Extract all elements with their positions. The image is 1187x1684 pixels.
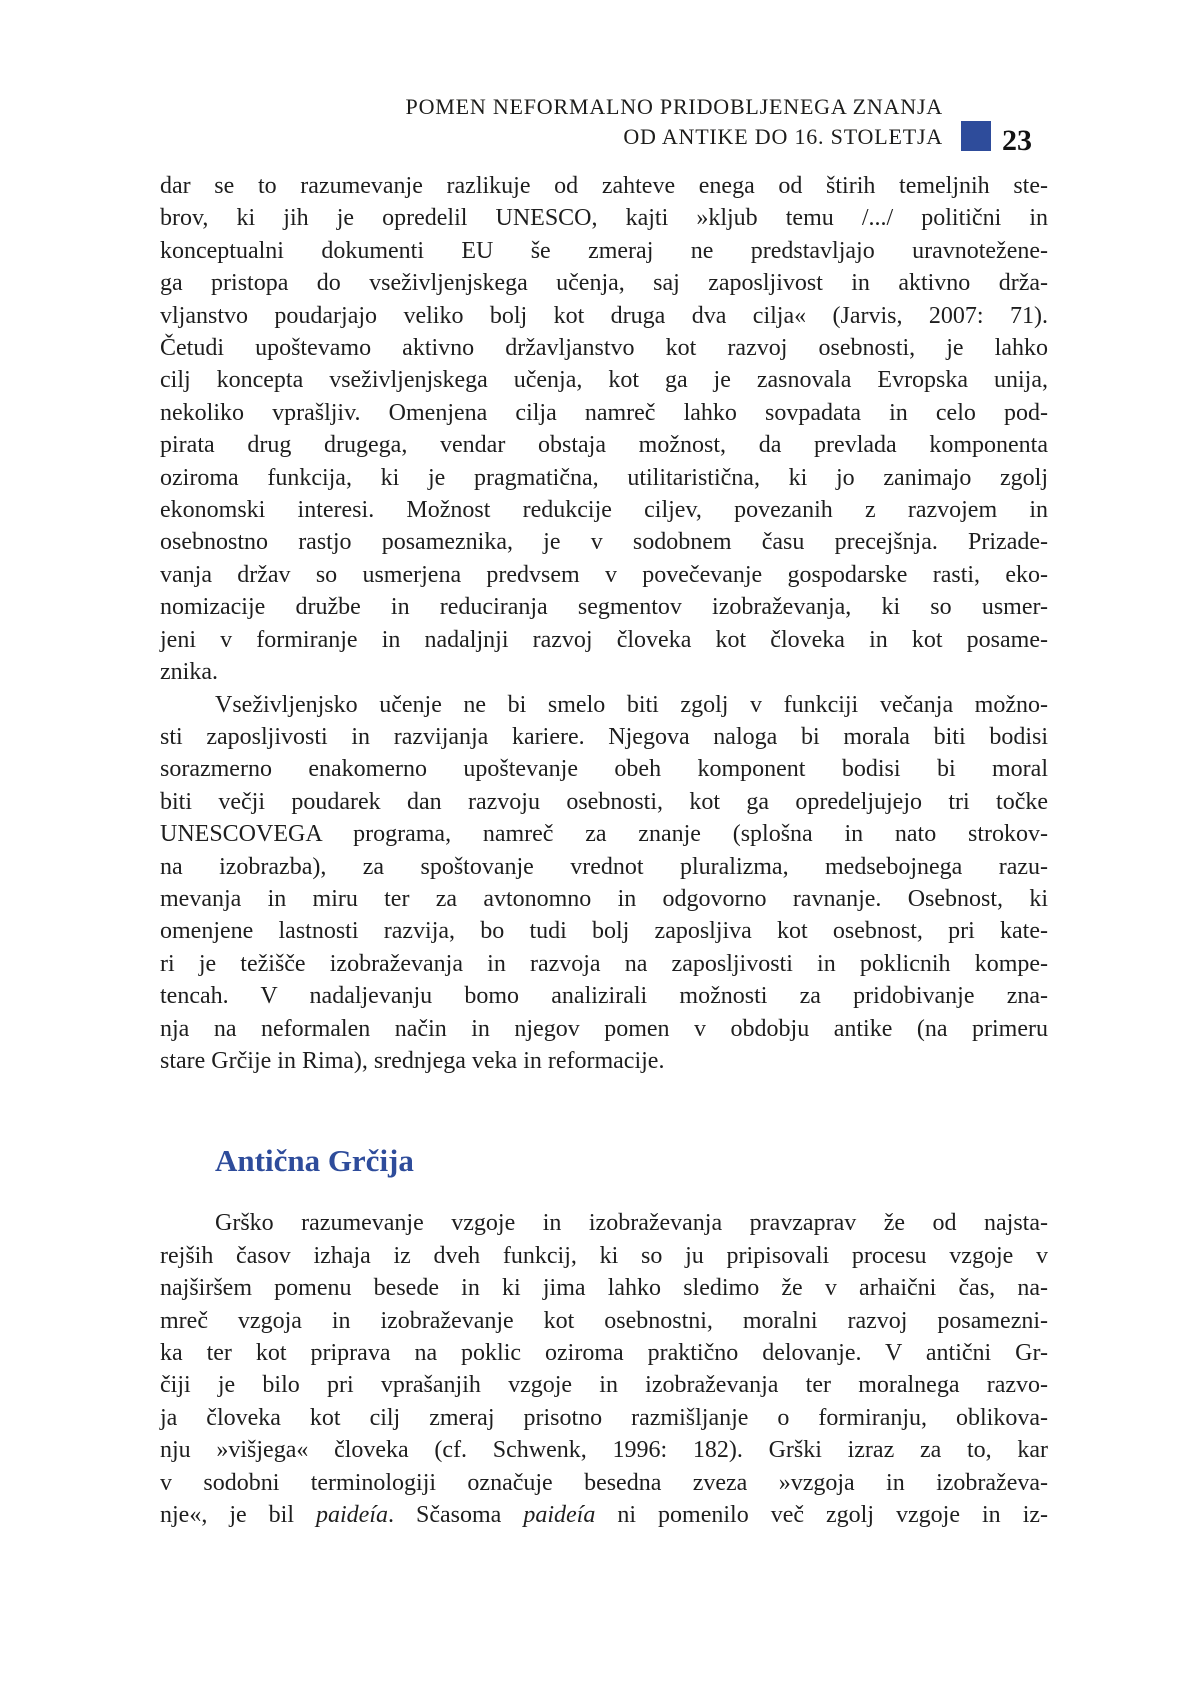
paragraph-continuation <box>160 170 1048 689</box>
text-line: čiji je bilo pri vprašanjih vzgoje in izobraževanja ter moralnega razvo- <box>160 1372 1048 1399</box>
text-line: nju »višjega« človeka (cf. Schwenk, 1996: 182). Grški izraz za to, kar <box>160 1437 1048 1464</box>
text-line: cilj koncepta vseživljenjskega učenja, kot ga je zasnovala Evropska unija, <box>160 367 1048 394</box>
text-line: ri je težišče izobraževanja in razvoja na zaposljivosti in poklicnih kompe- <box>160 950 1048 977</box>
text-line: osebnostno rastjo posameznika, je v sodobnem času precejšnja. Prizade- <box>160 529 1048 556</box>
text-line: oziroma funkcija, ki je pragmatična, utilitaristična, ki jo zanimajo zgolj <box>160 464 1048 491</box>
text-line: ka ter kot priprava na poklic oziroma praktično delovanje. V antični Gr- <box>160 1340 1048 1366</box>
text-line: jeni v formiranje in nadaljnji razvoj človeka kot človeka in kot posame- <box>160 626 1048 653</box>
text-line: brov, ki jih je opredelil UNESCO, kajti »kljub temu /.../ politični in <box>160 205 1048 232</box>
text-line: ekonomski interesi. Možnost redukcije ciljev, povezanih z razvojem in <box>160 497 1048 524</box>
text-line: Četudi upoštevamo aktivno državljanstvo kot razvoj osebnosti, je lahko <box>160 335 1048 362</box>
paragraph-ancient-greece <box>160 1207 1048 1531</box>
text-line: nja na neformalen način in njegov pomen v obdobju antike (na primeru <box>160 1015 1048 1042</box>
text-line: nekoliko vprašljiv. Omenjena cilja namreč lahko sovpadata in celo pod- <box>160 399 1048 426</box>
text-line: tencah. V nadaljevanju bomo analizirali možnosti za pridobivanje zna- <box>160 983 1048 1010</box>
page-number: 23 <box>1002 124 1032 157</box>
text-line: vanja držav so usmerjena predvsem v povečevanje gospodarske rasti, eko- <box>160 561 1048 588</box>
text-line: znika. <box>160 659 218 686</box>
text-line: UNESCOVEGA programa, namreč za znanje (splošna in nato strokov- <box>160 821 1048 848</box>
running-title <box>406 92 943 152</box>
text-line: ga pristopa do vseživljenjskega učenja, saj zaposljivost in aktivno drža- <box>160 270 1048 297</box>
text-line: pirata drug drugega, vendar obstaja možnost, da prevlada komponenta <box>160 432 1048 459</box>
text-line: najširšem pomenu besede in ki jima lahko sledimo že v arhaični čas, na- <box>160 1275 1048 1302</box>
text-line: sorazmerno enakomerno upoštevanje obeh komponent bodisi bi moral <box>160 756 1048 783</box>
body-text <box>160 170 1048 1531</box>
text-line: dar se to razumevanje razlikuje od zahteve enega od štirih temeljnih ste- <box>160 173 1048 199</box>
text-line: sti zaposljivosti in razvijanja kariere. Njegova naloga bi morala biti bodisi <box>160 723 1048 750</box>
section-heading: Antična Grčija <box>215 1143 414 1179</box>
text-line: nomizacije družbe in reduciranja segmentov izobraževanja, ki so usmer- <box>160 594 1048 621</box>
text-line: vljanstvo poudarjajo veliko bolj kot druga dva cilja« (Jarvis, 2007: 71). <box>160 302 1048 329</box>
text-line: omenjene lastnosti razvija, bo tudi bolj zaposljiva kot osebnost, pri kate- <box>160 918 1048 945</box>
text-line: mevanja in miru ter za avtonomno in odgovorno ravnanje. Osebnost, ki <box>160 885 1048 912</box>
header-accent-square <box>961 121 991 151</box>
text-line: konceptualni dokumenti EU še zmeraj ne predstavljajo uravnotežene- <box>160 237 1048 264</box>
text-line: nje«, je bil paideía. Sčasoma paideía ni pomenilo več zgolj vzgoje in iz- <box>160 1502 1049 1529</box>
text-line: Vseživljenjsko učenje ne bi smelo biti zgolj v funkciji večanja možno- <box>215 691 1048 718</box>
page-header <box>405 92 1032 157</box>
text-line: biti večji poudarek dan razvoju osebnosti, kot ga opredeljujejo tri točke <box>160 788 1048 815</box>
text-line: ja človeka kot cilj zmeraj prisotno razmišljanje o formiranju, oblikova- <box>160 1404 1048 1431</box>
text-line: na izobrazba), za spoštovanje vrednot pluralizma, medsebojnega razu- <box>160 853 1048 880</box>
text-line: stare Grčije in Rima), srednjega veka in reformacije. <box>160 1047 665 1074</box>
text-line: rejših časov izhaja iz dveh funkcij, ki so ju pripisovali procesu vzgoje v <box>160 1242 1048 1269</box>
paragraph-lifelong-learning <box>160 689 1048 1078</box>
text-line: Grško razumevanje vzgoje in izobraževanja pravzaprav že od najsta- <box>215 1210 1048 1237</box>
running-title-line1: POMEN NEFORMALNO PRIDOBLJENEGA ZNANJA <box>405 94 943 119</box>
running-title-line2: OD ANTIKE DO 16. STOLETJA <box>623 124 943 149</box>
text-line: mreč vzgoja in izobraževanje kot osebnostni, moralni razvoj posamezni- <box>160 1307 1048 1334</box>
text-line: v sodobni terminologiji označuje besedna zveza »vzgoja in izobraževa- <box>160 1469 1048 1496</box>
